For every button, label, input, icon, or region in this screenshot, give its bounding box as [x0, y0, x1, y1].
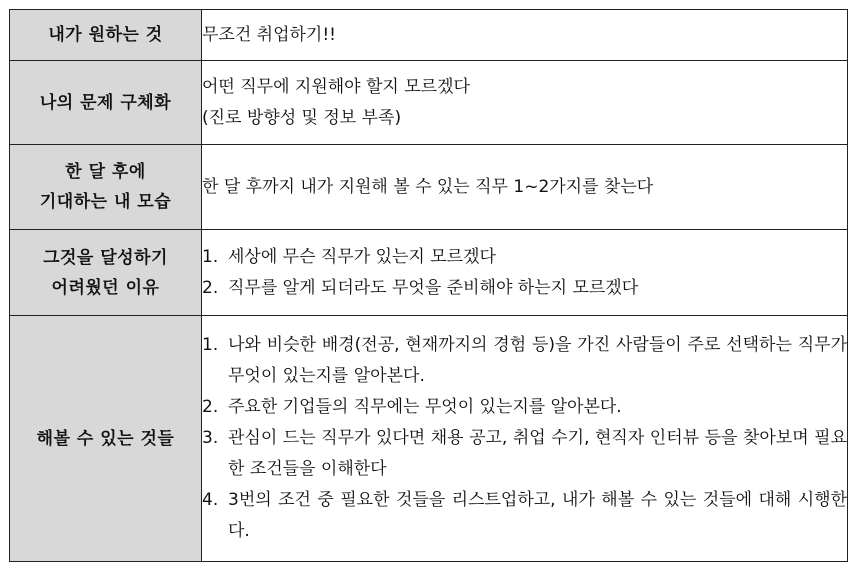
- list-item-number: 2.: [202, 277, 219, 298]
- content-line: 어떤 직무에 지원해야 할지 모르겠다: [202, 76, 470, 97]
- content-line: (진로 방향성 및 정보 부족): [202, 107, 402, 128]
- list-item-text: 세상에 무슨 직무가 있는지 모르겠다: [228, 246, 496, 267]
- row-label-expectation: [10, 145, 202, 230]
- row-label-text: 그것을 달성하기: [43, 247, 168, 268]
- list-item-text: 직무를 알게 되더라도 무엇을 준비해야 하는지 모르겠다: [228, 277, 639, 298]
- list-item-number: 1.: [202, 335, 219, 355]
- row-label-obstacles: [10, 230, 202, 316]
- row-content-problem: [202, 61, 848, 145]
- row-label-text: 한 달 후에: [65, 162, 146, 182]
- row-label-text: 해볼 수 있는 것들: [36, 428, 175, 449]
- row-label-text: 나의 문제 구체화: [39, 92, 172, 113]
- list-item-number: 1.: [202, 246, 219, 267]
- list-item-text: 주요한 기업들의 직무에는 무엇이 있는지를 알아본다.: [228, 397, 622, 417]
- table-row-problem: [10, 61, 848, 145]
- list-item: [202, 392, 847, 423]
- table-row-goal: [10, 10, 848, 61]
- row-content-expectation: [202, 145, 848, 230]
- content-line: 무조건 취업하기!!: [202, 24, 336, 45]
- obstacle-list: [202, 242, 847, 304]
- list-item: [202, 485, 847, 547]
- list-item-number: 3.: [202, 428, 219, 448]
- row-label-problem: [10, 61, 202, 145]
- row-label-text: 어려웠던 이유: [51, 277, 160, 298]
- list-item-text: 관심이 드는 직무가 있다면 채용 공고, 취업 수기, 현직자 인터뷰 등을 찾아보며 필요한 조건들을 이해한다: [228, 428, 847, 479]
- list-item-text: 3번의 조건 중 필요한 것들을 리스트업하고, 내가 해볼 수 있는 것들에 대해 시행한다.: [228, 490, 847, 541]
- row-content-obstacles: [202, 230, 848, 316]
- table-row-obstacles: [10, 230, 848, 316]
- row-content-actions: [202, 316, 848, 562]
- content-line: 한 달 후까지 내가 지원해 볼 수 있는 직무 1~2가지를 찾는다: [202, 176, 654, 197]
- action-list: [202, 330, 847, 547]
- table-row-expectation: [10, 145, 848, 230]
- row-label-text: 기대하는 내 모습: [39, 192, 172, 212]
- table-row-actions: [10, 316, 848, 562]
- list-item: [202, 273, 847, 304]
- row-label-actions: [10, 316, 202, 562]
- list-item-text: 나와 비슷한 배경(전공, 현재까지의 경험 등)을 가진 사람들이 주로 선택하는 직무가 무엇이 있는지를 알아본다.: [228, 335, 847, 386]
- list-item-number: 2.: [202, 397, 219, 417]
- list-item: [202, 423, 847, 485]
- goal-plan-table: [9, 9, 848, 562]
- list-item: [202, 330, 847, 392]
- row-label-text: 내가 원하는 것: [48, 25, 163, 45]
- list-item-number: 4.: [202, 490, 219, 510]
- row-label-goal: [10, 10, 202, 61]
- row-content-goal: [202, 10, 848, 61]
- list-item: [202, 242, 847, 273]
